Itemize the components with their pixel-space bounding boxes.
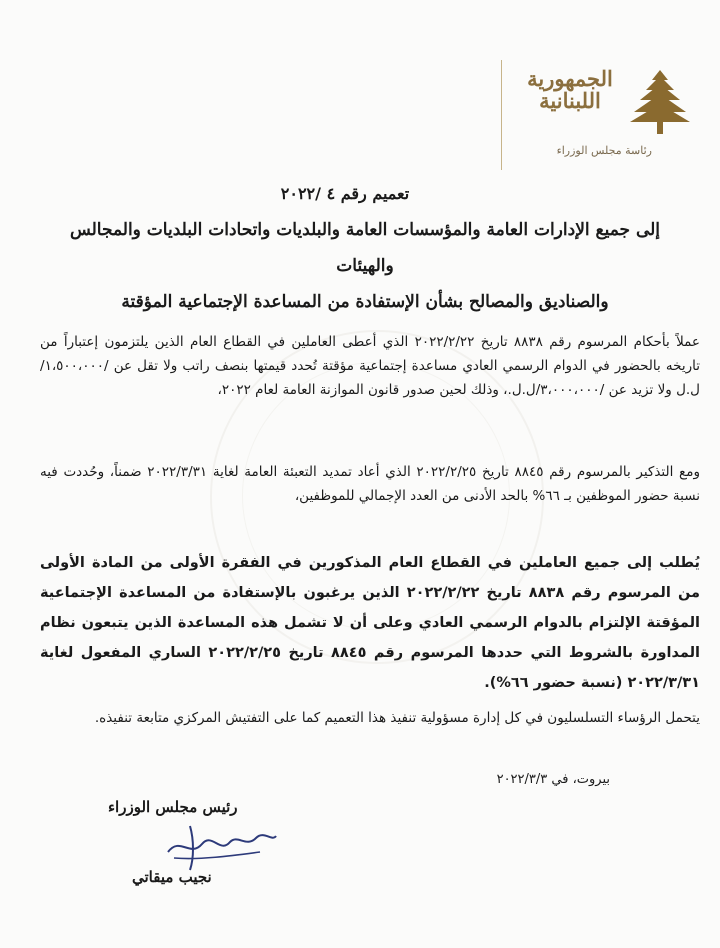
signatory-name: نجيب ميقاتي bbox=[132, 868, 212, 886]
letterhead bbox=[501, 60, 692, 170]
paragraph-decree-8845: ومع التذكير بالمرسوم رقم ٨٨٤٥ تاريخ ٢٠٢٢/٢/٢٥ الذي أعاد تمديد التعبئة العامة لغاية ٢٠٢٢/٣/٣١ ضمناً، وحُددت فيه نسبة حضور الموظفين بـ ٦٦% بالحد الأدنى من العدد الإجمالي للموظفين، bbox=[40, 464, 700, 504]
paragraph-request: يُطلب إلى جميع العاملين في القطاع العام المذكورين في الفقرة الأولى من المادة الأولى من المرسوم رقم ٨٨٣٨ تاريخ ٢٠٢٢/٢/٢٢ الذين يرغبون بالإستفادة من المساعدة الإجتماعية المؤقتة الإلتزام بالدوام الرسمي العادي وعلى أن لا تشمل هذه المساعدة الذين يتبعون نظام المداورة بالشروط التي حددها المرسوم رقم ٨٨٤٥ تاريخ ٢٠٢٢/٢/٢٥ الساري المفعول لغاية ٢٠٢٢/٣/٣١ (نسبة حضور ٦٦%). bbox=[40, 555, 700, 691]
handwritten-signature bbox=[160, 818, 280, 874]
addressee bbox=[40, 212, 690, 320]
signatory-title: رئيس مجلس الوزراء bbox=[108, 798, 238, 816]
paragraph-responsibility: يتحمل الرؤساء التسلسليون في كل إدارة مسؤولية تنفيذ هذا التعميم كما على التفتيش المركزي متابعة تنفيذه. bbox=[94, 710, 700, 726]
paragraph-decree-8838: عملاً بأحكام المرسوم رقم ٨٨٣٨ تاريخ ٢٠٢٢/٢/٢٢ الذي أعطى العاملين في القطاع العام الذين يلتزمون إعتباراً من تاريخه بالحضور في الدوام الرسمي العادي مساعدة إجتماعية مؤقتة تُحدد قيمتها بنصف راتب ولا تقل عن /١،٥٠٠،٠٠٠/ل.ل ولا تزيد عن /٣،٠٠٠،٠٠٠/ل.ل.، وذلك لحين صدور قانون الموازنة العامة لعام ٢٠٢٢، bbox=[40, 334, 700, 398]
circular-title: تعميم رقم ٤ /٢٠٢٢ bbox=[280, 184, 410, 203]
addressee-line-1: إلى جميع الإدارات العامة والمؤسسات العامة والبلديات واتحادات البلديات والمجالس والهيئات bbox=[69, 220, 661, 276]
addressee-line-2: والصناديق والمصالح بشأن الإستفادة من المساعدة الإجتماعية المؤقتة bbox=[121, 292, 609, 312]
date-line: بيروت، في ٢٠٢٢/٣/٣ bbox=[496, 772, 610, 787]
presidency-name: رئاسة مجلس الوزراء bbox=[556, 144, 652, 157]
republic-name: الجمهورية اللبنانية bbox=[527, 66, 613, 113]
cedar-icon bbox=[628, 66, 692, 136]
